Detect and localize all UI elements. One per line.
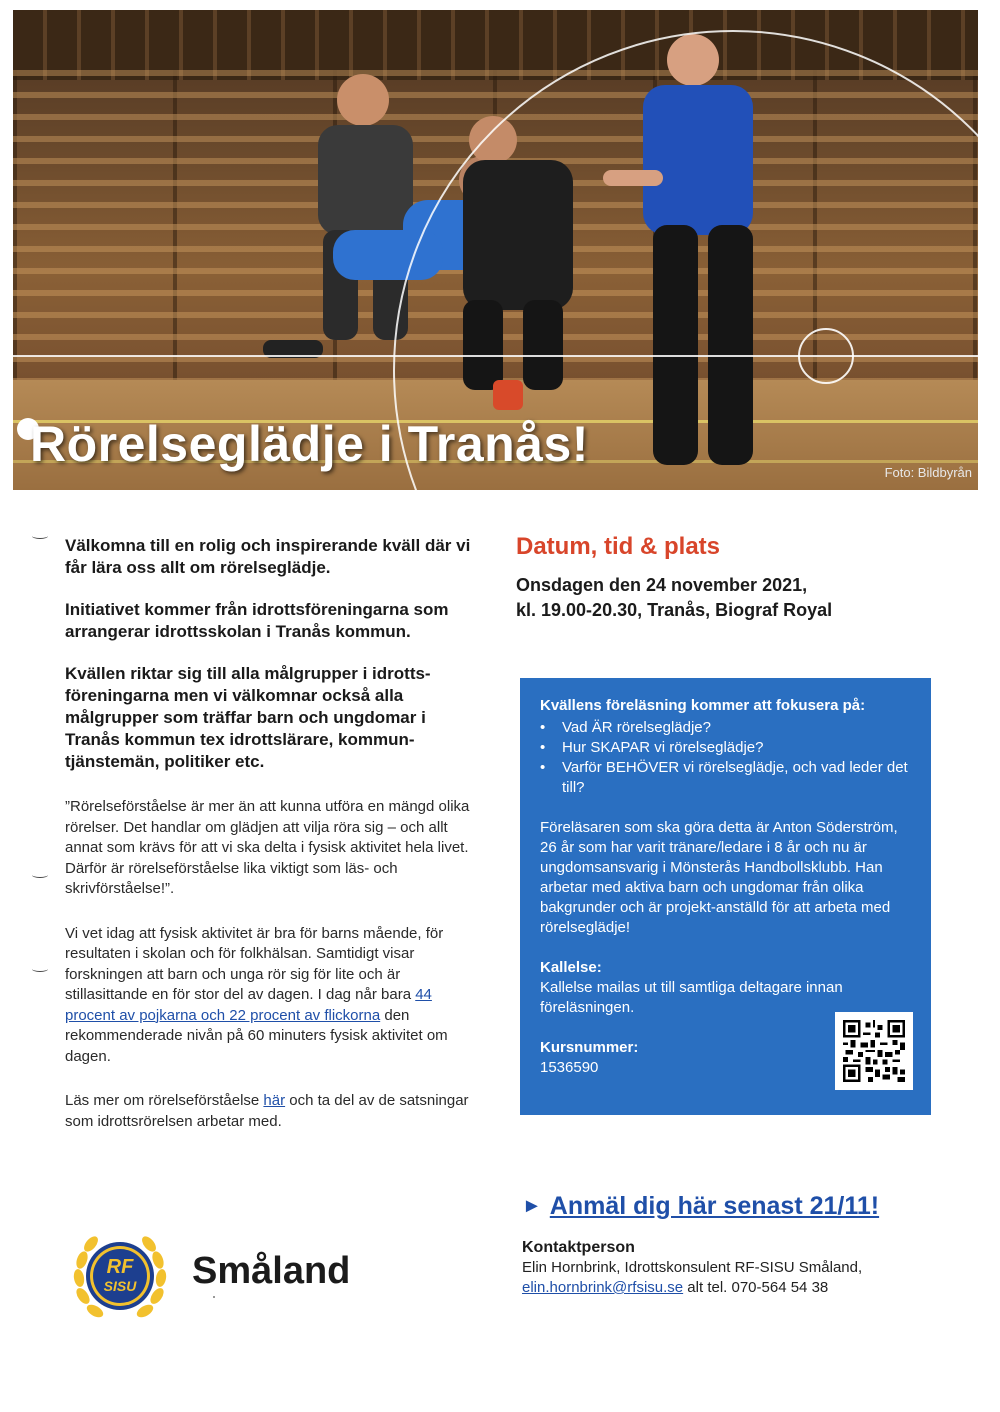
intro-paragraph-2: Initiativet kommer från idrottsföreningarna som arrangerar idrottsskolan i Tranås kommun.	[65, 600, 449, 641]
info-box-heading: Kvällens föreläsning kommer att fokusera på:	[540, 697, 866, 714]
event-time-place: kl. 19.00-20.30, Tranås, Biograf Royal	[516, 600, 833, 620]
focus-list-item: • Hur SKAPAR vi rörelseglädje?	[540, 738, 913, 758]
small-dot	[213, 1296, 215, 1298]
intro-paragraph-3: Kvällen riktar sig till alla målgrupper i idrotts-föreningarna men vi välkomnar också alla målgrupper som träffar barn och ungdomar i Tranås kommun tex idrottslärare, kommun-tjänstemän, politiker etc.	[65, 664, 431, 771]
contact-heading: Kontaktperson	[522, 1239, 635, 1256]
logo-badge-bottom: SISU	[103, 1278, 137, 1294]
register-link[interactable]	[522, 1192, 879, 1221]
play-triangle-icon: ►	[522, 1195, 542, 1217]
info-box	[520, 678, 931, 1115]
intro-paragraph-1: Välkomna till en rolig och inspirerande kväll där vi får lära oss allt om rörelseglädje.	[65, 536, 471, 577]
call-text: Kallelse mailas ut till samtliga deltagare innan föreläsningen.	[540, 979, 843, 1016]
logo-region: Småland	[192, 1250, 351, 1292]
statistics-link[interactable]: 44 procent av pojkarna och 22 procent av flickorna	[65, 986, 432, 1024]
margin-mark	[32, 872, 48, 878]
read-more-link[interactable]: här	[263, 1092, 286, 1109]
margin-mark	[32, 966, 48, 972]
course-number: 1536590	[540, 1059, 599, 1076]
speaker-paragraph: Föreläsaren som ska göra detta är Anton Söderström, 26 år som har varit tränare/ledare i 8 år och nu är ungdomsansvarig i Mönsterås Handbollsklubb. Han arbetar med aktiva barn och ungdomar från olika bakgrunder och är projekt-anställd för att arbeta med rörelseglädje!	[540, 819, 898, 936]
quote-paragraph: ”Rörelseförståelse är mer än att kunna utföra en mängd olika rörelser. Det handlar om glädjen att vilja röra sig – och allt annat som krävs för att vi ska delta i fysisk aktivitet hela livet. Därför är rörelseförståelse lika viktigt som läs- och skrivförståelse!”.	[65, 798, 470, 897]
focus-list-item: • Varför BEHÖVER vi rörelseglädje, och vad leder det till?	[540, 758, 913, 798]
hero-small-circle-decoration	[798, 328, 854, 384]
read-more-paragraph	[65, 1091, 475, 1132]
read-more-text-before: Läs mer om rörelseförståelse	[65, 1092, 264, 1109]
course-number-label: Kursnummer:	[540, 1039, 639, 1056]
logo-badge-top: RF	[106, 1256, 134, 1278]
margin-mark	[32, 533, 48, 539]
facts-paragraph	[65, 924, 475, 1068]
contact-phone: alt tel. 070-564 54 38	[683, 1279, 829, 1296]
intro-column	[65, 535, 475, 1132]
read-more-text-after: och ta del av de satsningar som idrottsrörelsen arbetar med.	[65, 1092, 469, 1130]
contact-email-link[interactable]: elin.hornbrink@rfsisu.se	[522, 1279, 684, 1296]
photo-credit: Foto: Bildbyrån	[884, 465, 972, 480]
rf-sisu-logo	[65, 1218, 175, 1328]
qr-code-icon[interactable]	[835, 1012, 913, 1090]
contact-name: Elin Hornbrink, Idrottskonsulent RF-SISU Småland,	[522, 1259, 863, 1276]
facts-text-before: Vi vet idag att fysisk aktivitet är bra för barns mående, för resultaten i skolan och för folkhälsan. Samtidigt visar forskningen att barn och unga rör sig för lite och är stillasittande en för stor del av dagen. I dag når bara	[65, 924, 444, 1003]
event-details	[516, 573, 956, 623]
facts-text-after: den rekommenderade nivån på 60 minuters fysisk aktivitet om dagen.	[65, 1006, 448, 1065]
contact-email-phone	[522, 1278, 962, 1298]
person-left	[263, 74, 413, 358]
register-link-text[interactable]: Anmäl dig här senast 21/11!	[549, 1192, 880, 1220]
contact-block	[522, 1238, 962, 1298]
page-title: Rörelseglädje i Tranås!	[30, 416, 589, 472]
focus-list-item: • Vad ÄR rörelseglädje?	[540, 718, 913, 738]
focus-list	[540, 718, 913, 798]
event-date: Onsdagen den 24 november 2021,	[516, 575, 808, 595]
call-label: Kallelse:	[540, 959, 602, 976]
event-heading: Datum, tid & plats	[516, 533, 721, 560]
